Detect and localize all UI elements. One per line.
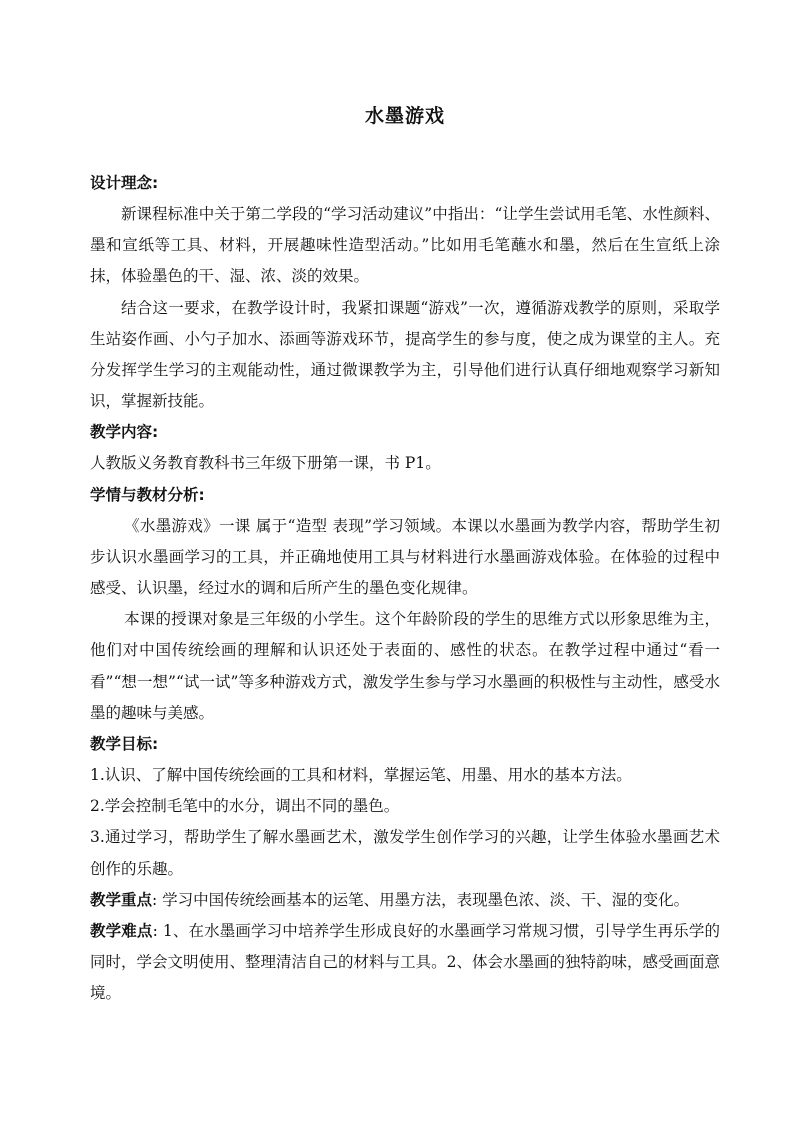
design-concept-paragraph-1: 新课程标准中关于第二学段的“学习活动建议”中指出：“让学生尝试用毛笔、水性颜料、墨和宣纸等工具、材料，开展趣味性造型活动。”比如用毛笔蘸水和墨，然后在生宣纸上涂抹，体验墨色的干、湿、浓、淡的效果。 bbox=[90, 205, 720, 286]
goals-heading: 教学目标: bbox=[90, 735, 159, 754]
goal-item-1: 1.认识、了解中国传统绘画的工具和材料，掌握运笔、用墨、用水的基本方法。 bbox=[90, 766, 632, 785]
difficulties-label: 教学难点 bbox=[90, 922, 153, 941]
difficulties-text: : 1、在水墨画学习中培养学生形成良好的水墨画学习常规习惯，引导学生再乐学的同时，学会文明使用、整理清洁自己的材料与工具。2、体会水墨画的独特韵味，感受画面意境。 bbox=[90, 922, 720, 1003]
key-points-paragraph bbox=[90, 885, 720, 916]
key-points-label: 教学重点 bbox=[90, 890, 153, 909]
content-text: 人教版义务教育教科书三年级下册第一课，书 P1。 bbox=[90, 454, 441, 473]
key-points-text: : 学习中国传统绘画基本的运笔、用墨方法，表现墨色浓、淡、干、湿的变化。 bbox=[152, 890, 690, 909]
goal-item-2: 2.学会控制毛笔中的水分，调出不同的墨色。 bbox=[90, 797, 400, 816]
analysis-paragraph-1: 《水墨游戏》一课 属于“造型 表现”学习领域。本课以水墨画为教学内容，帮助学生初步认识水墨画学习的工具，并正确地使用工具与材料进行水墨画游戏体验。在体验的过程中感受、认识墨，经过水的调和后所产生的墨色变化规律。 bbox=[90, 516, 720, 598]
analysis-paragraph-2: 本课的授课对象是三年级的小学生。这个年龄阶段的学生的思维方式以形象思维为主，他们对中国传统绘画的理解和认识还处于表面的、感性的状态。在教学过程中通过“看一看”“想一想”“试一试”等多种游戏方式，激发学生参与学习水墨画的积极性与主动性，感受水墨的趣味与美感。 bbox=[90, 610, 720, 722]
design-concept-paragraph-2: 结合这一要求，在教学设计时，我紧扣课题“游戏”一次，遵循游戏教学的原则，采取学生站姿作画、小勺子加水、添画等游戏环节，提高学生的参与度，使之成为课堂的主人。充分发挥学生学习的主观能动性，通过微课教学为主，引导他们进行认真仔细地观察学习新知识，掌握新技能。 bbox=[90, 298, 720, 411]
document-page bbox=[90, 100, 720, 1010]
difficulties-paragraph bbox=[90, 916, 720, 1010]
content-heading: 教学内容: bbox=[90, 423, 159, 442]
design-concept-heading: 设计理念: bbox=[90, 174, 159, 192]
document-title: 水墨游戏 bbox=[364, 105, 445, 127]
analysis-heading: 学情与教材分析: bbox=[90, 485, 205, 504]
goal-item-3: 3.通过学习，帮助学生了解水墨画艺术，激发学生创作学习的兴趣，让学生体验水墨画艺术创作的乐趣。 bbox=[90, 828, 720, 878]
